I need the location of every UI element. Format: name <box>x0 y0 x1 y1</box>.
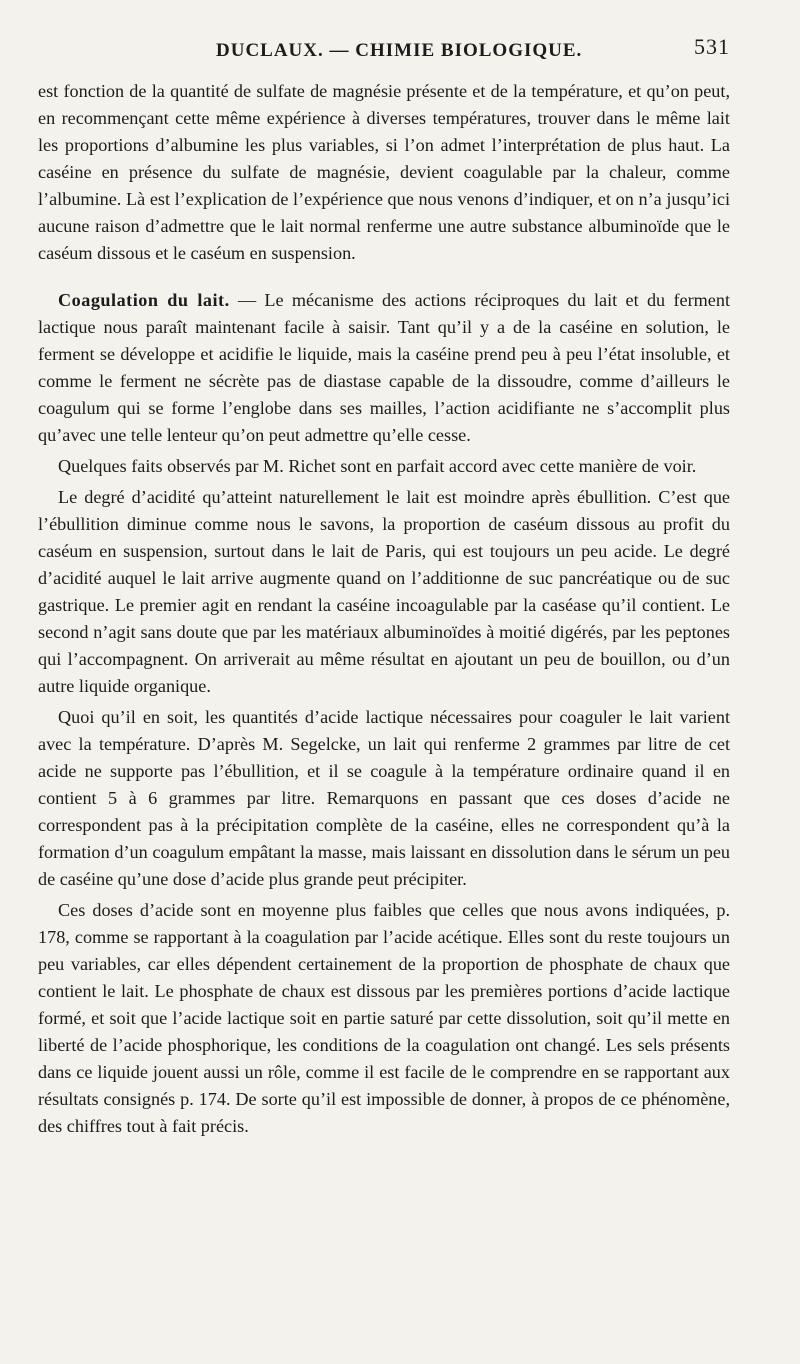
paragraph-acidity: Le degré d’acidité qu’atteint naturellement le lait est moindre après ébullition. C’est que l’ébullition diminue comme nous le savons, la proportion de caséum dissous au profit du caséum en suspension, surtout dans le lait de Paris, qui est toujours un peu acide. Le degré d’acidité auquel le lait arrive augmente quand on l’additionne de suc pancréatique ou de suc gastrique. Le premier agit en rendant la caséine incoagulable par la caséase qu’il contient. Le second n’agit sans doute que par les matériaux albuminoïdes à moitié digérés, par les peptones qui l’accompagnent. On arriverait au même résultat en ajoutant un peu de bouillon, ou d’un autre liquide organique. <box>38 487 730 696</box>
running-title: DUCLAUX. — CHIMIE BIOLOGIQUE. <box>216 40 583 61</box>
page-number: 531 <box>694 34 730 59</box>
paragraph-richet: Quelques faits observés par M. Richet sont en parfait accord avec cette manière de voir. <box>58 456 697 476</box>
paragraph-coagulation <box>38 287 730 449</box>
paragraph-doses: Ces doses d’acide sont en moyenne plus faibles que celles que nous avons indiquées, p. 178, comme se rapportant à la coagulation par l’acide acétique. Elles sont du reste toujours un peu variables, car elles dépendent certainement de la proportion de phosphate de chaux que contient le lait. Le phosphate de chaux est dissous par les premières portions d’acide lactique formé, et soit que l’acide lactique soit en partie saturé par cette dissolution, soit qu’il mette en liberté de l’acide phosphorique, les conditions de la coagulation ont changé. Les sels présents dans ce liquide jouent aussi un rôle, comme il est facile de le comprendre en se rapportant aux résultats consignés p. 174. De sorte qu’il est impossible de donner, à propos de ce phénomène, des chiffres tout à fait précis. <box>38 900 730 1136</box>
paragraph-lactic-acid: Quoi qu’il en soit, les quantités d’acide lactique nécessaires pour coaguler le lait varient avec la température. D’après M. Segelcke, un lait qui renferme 2 grammes par litre de cet acide ne supporte pas l’ébullition, et il se coagule à la température ordinaire quand il en contient 5 à 6 grammes par litre. Remarquons en passant que ces doses d’acide ne correspondent pas à la précipitation complète de la caséine, elles ne correspondent qu’à la formation d’un coagulum empâtant la masse, mais laissant en dissolution dans le sérum un peu de caséine qu’une dose d’acide plus grande peut précipiter. <box>38 707 730 889</box>
section-gap <box>38 271 730 287</box>
paragraph-text: — Le mécanisme des actions réciproques du lait et du ferment lactique nous paraît maintenant facile à saisir. Tant qu’il y a de la caséine en solution, le ferment se développe et acidifie le liquide, mais la caséine prend peu à peu l’état insoluble, et comme le ferment ne sécrète pas de diastase capable de la dissoudre, comme d’ailleurs le coagulum qui se forme l’englobe dans ses mailles, l’action acidifiante ne s’accomplit plus qu’avec une telle lenteur qu’on peut admettre qu’elle cesse. <box>38 290 731 445</box>
section-heading: Coagulation du lait. <box>58 290 230 310</box>
body-text <box>38 78 730 1140</box>
paragraph-continuation: est fonction de la quantité de sulfate de magnésie présente et de la température, et qu’on peut, en recommençant cette même expérience à diverses températures, trouver dans le même lait les proportions d’albumine les plus variables, si l’on admet l’interprétation de plus haut. La caséine en présence du sulfate de magnésie, devient coagulable par la chaleur, comme l’albumine. Là est l’explication de l’expérience que nous venons d’indiquer, et on n’a jusqu’ici aucune raison d’admettre que le lait normal renferme une autre substance albuminoïde que le caséum dissous et le caséum en suspension. <box>38 81 730 263</box>
page-header <box>38 34 730 68</box>
